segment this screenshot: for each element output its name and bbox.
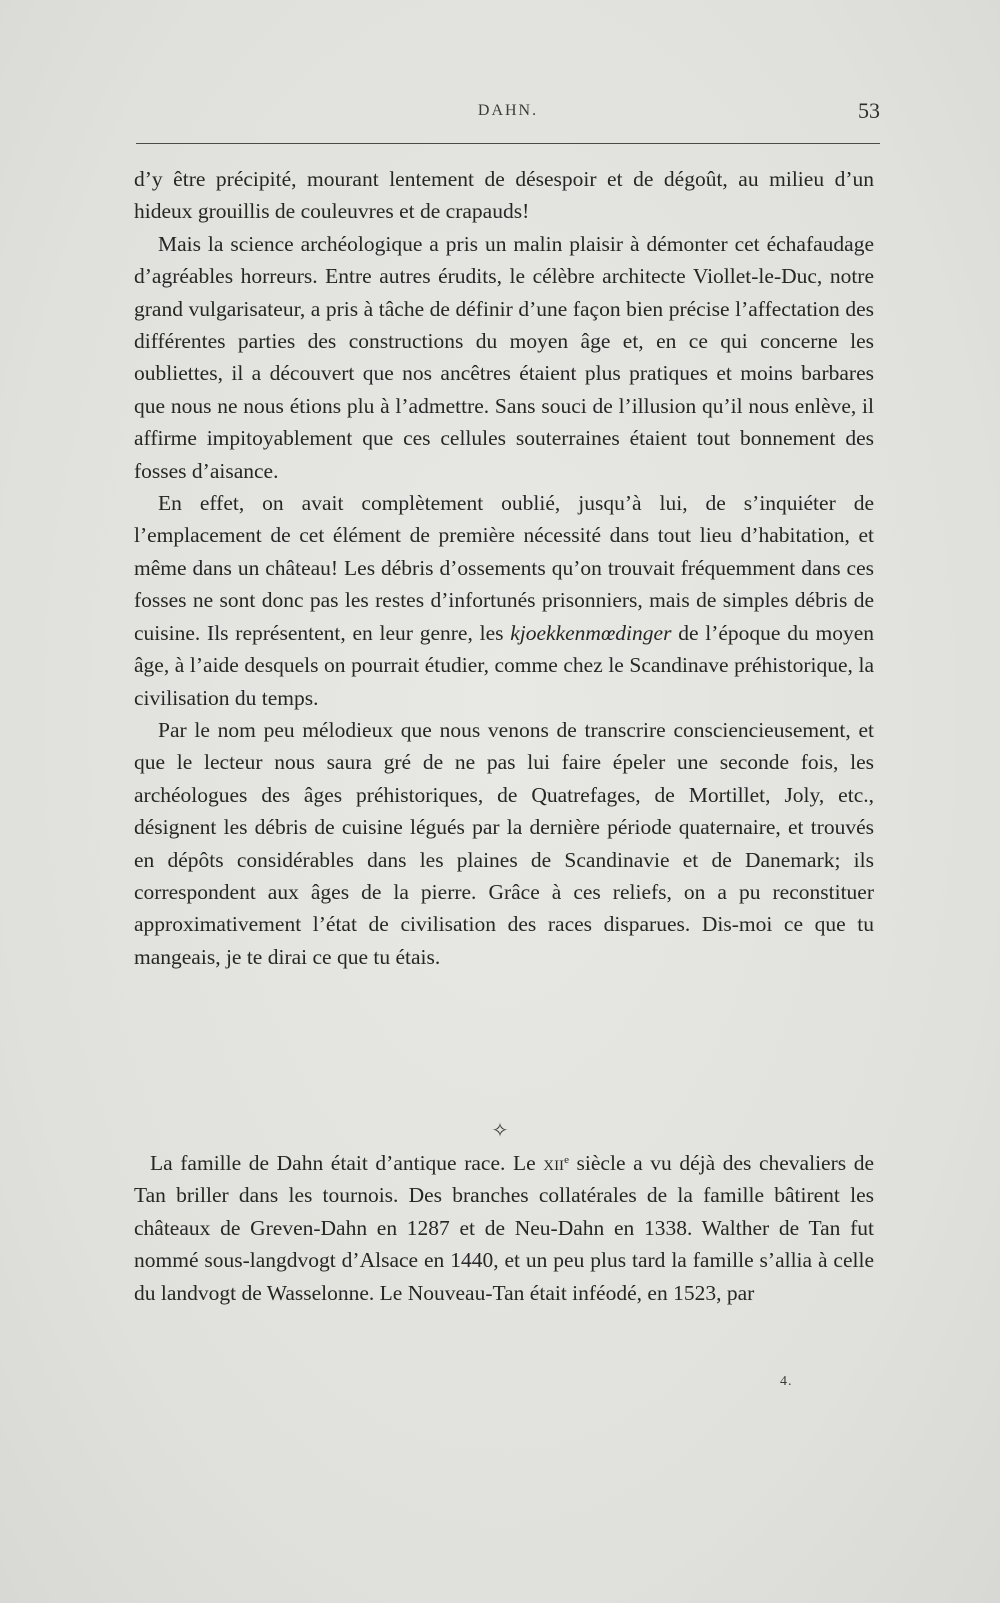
paragraph-4: Par le nom peu mélodieux que nous venons de transcrire consciencieusement, et que le lecteur nous saura gré de ne pas lui faire épeler une seconde fois, les archéologues des âges préhistoriques, de Quatrefages, de Mortillet, Joly, etc., désignent les débris de cuisine légués par la dernière période quaternaire, et trouvés en dépôts considérables dans les plaines de Scandinavie et de Danemark; ils correspondent aux âges de la pierre. Grâce à ces reliefs, on a pu reconstituer approximativement l’état de civilisation des races disparues. Dis-moi ce que tu mangeais, je te dirai ce que tu étais. [134, 717, 874, 969]
page-number: 53 [858, 98, 880, 123]
paragraph-5-text-a: La famille de Dahn était d’antique race. Le [150, 1151, 544, 1175]
section-ornament-icon: ✧ [491, 1118, 509, 1142]
paragraph-2: Mais la science archéologique a pris un malin plaisir à démonter cet échafaudage d’agréables horreurs. Entre autres érudits, le célèbre architecte Viollet-le-Duc, notre grand vulgarisateur, a pris à tâche de définir d’une façon bien précise l’affectation des différentes parties des constructions du moyen âge et, en ce qui concerne les oubliettes, il a découvert que nos ancêtres étaient plus pratiques et moins barbares que nous ne nous étions plu à l’admettre. Sans souci de l’illusion qu’il nous enlève, il affirme impitoyablement que ces cellules souterraines étaient tout bonnement des fosses d’aisance. [134, 231, 874, 483]
signature-mark: 4. [780, 1374, 793, 1389]
paragraph-3-italic-term: kjoekkenmœdinger [510, 620, 672, 645]
paragraph-3 [134, 487, 874, 714]
header-rule [136, 143, 880, 144]
paragraph-5 [134, 1144, 874, 1309]
paragraph-5-text-b: siècle a vu déjà des chevaliers de Tan briller dans les tournois. Des branches collatérales de la famille bâtirent les châteaux de Greven-Dahn en 1287 et de Neu-Dahn en 1338. Walther de Tan fut nommé sous-langdvogt d’Alsace en 1440, et un peu plus tard la famille s’allia à celle du landvogt de Wasselonne. Le Nouveau-Tan était inféodé, en 1523, par [134, 1151, 875, 1305]
main-text-section-2 [134, 1144, 874, 1309]
running-head: DAHN. [477, 102, 539, 119]
century-numeral: xii [543, 1151, 565, 1175]
paragraph-3-text-a: En effet, on avait complètement oublié, jusqu’à lui, de s’inquiéter de l’emplacement de cet élément de première nécessité dans tout lieu d’habitation, et même dans un château! Les débris d’ossements qu’on trouvait fréquemment dans ces fosses ne sont donc pas les restes d’infortunés prisonniers, mais de simples débris de cuisine. Ils représentent, en leur genre, les [134, 491, 874, 645]
century-superscript: e [564, 1154, 569, 1166]
paragraph-3-text-b: de l’époque du moyen âge, à l’aide desquels on pourrait étudier, comme chez le Scandinave préhistorique, la civilisation du temps. [134, 620, 874, 710]
page-header [136, 98, 880, 128]
main-text [134, 163, 874, 973]
paragraph-1: d’y être précipité, mourant lentement de désespoir et de dégoût, au milieu d’un hideux grouillis de couleuvres et de crapauds! [134, 167, 874, 224]
